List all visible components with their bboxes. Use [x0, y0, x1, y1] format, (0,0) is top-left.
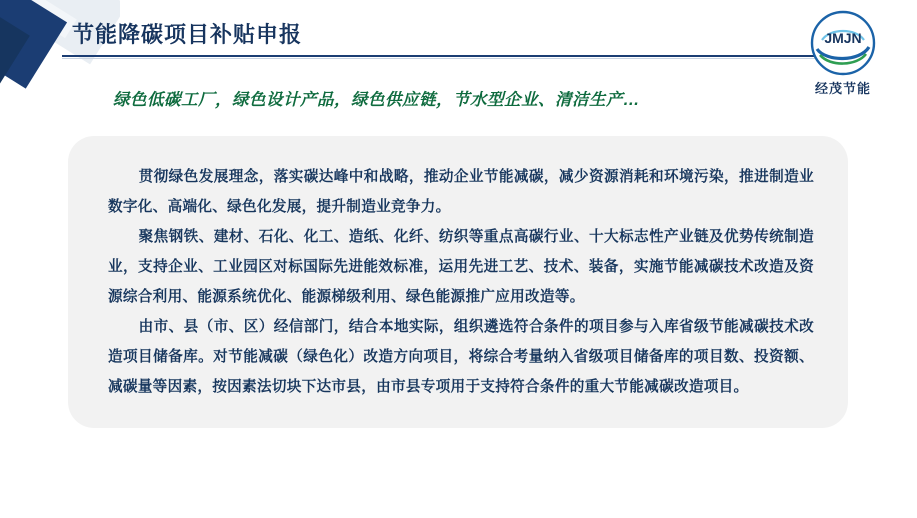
title-divider — [62, 55, 822, 57]
title-divider-secondary — [62, 58, 822, 59]
logo-wordmark: JMJN — [824, 30, 862, 46]
page-title-text: 节能降碳项目补贴申报 — [72, 22, 303, 47]
content-card — [68, 136, 848, 428]
content-card-inner — [68, 136, 848, 412]
subtitle: 绿色低碳工厂，绿色设计产品，绿色供应链，节水型企业、清洁生产… — [113, 91, 640, 109]
body-paragraph: 由市、县（市、区）经信部门，结合本地实际，组织遴选符合条件的项目参与入库省级节能减碳技术改造项目储备库。对节能减碳（绿色化）改造方向项目，将综合考量纳入省级项目储备库的项目数、投资额、减碳量等因素，按因素法切块下达市县，由市县专项用于支持符合条件的重大节能减碳改造项目。 — [108, 319, 814, 395]
body-paragraph: 聚焦钢铁、建材、石化、化工、造纸、化纤、纺织等重点高碳行业、十大标志性产业链及优势传统制造业，支持企业、工业园区对标国际先进能效标准，运用先进工艺、技术、装备，实施节能减碳技术改造及资源综合利用、能源系统优化、能源梯级利用、绿色能源推广应用改造等。 — [108, 229, 814, 305]
body-paragraph: 贯彻绿色发展理念，落实碳达峰中和战略，推动企业节能减碳，减少资源消耗和环境污染，推进制造业数字化、高端化、绿色化发展，提升制造业竞争力。 — [108, 169, 814, 215]
page-title — [72, 18, 302, 49]
logo-icon — [810, 10, 876, 76]
logo — [793, 10, 893, 97]
logo-caption: 经茂节能 — [814, 81, 871, 96]
